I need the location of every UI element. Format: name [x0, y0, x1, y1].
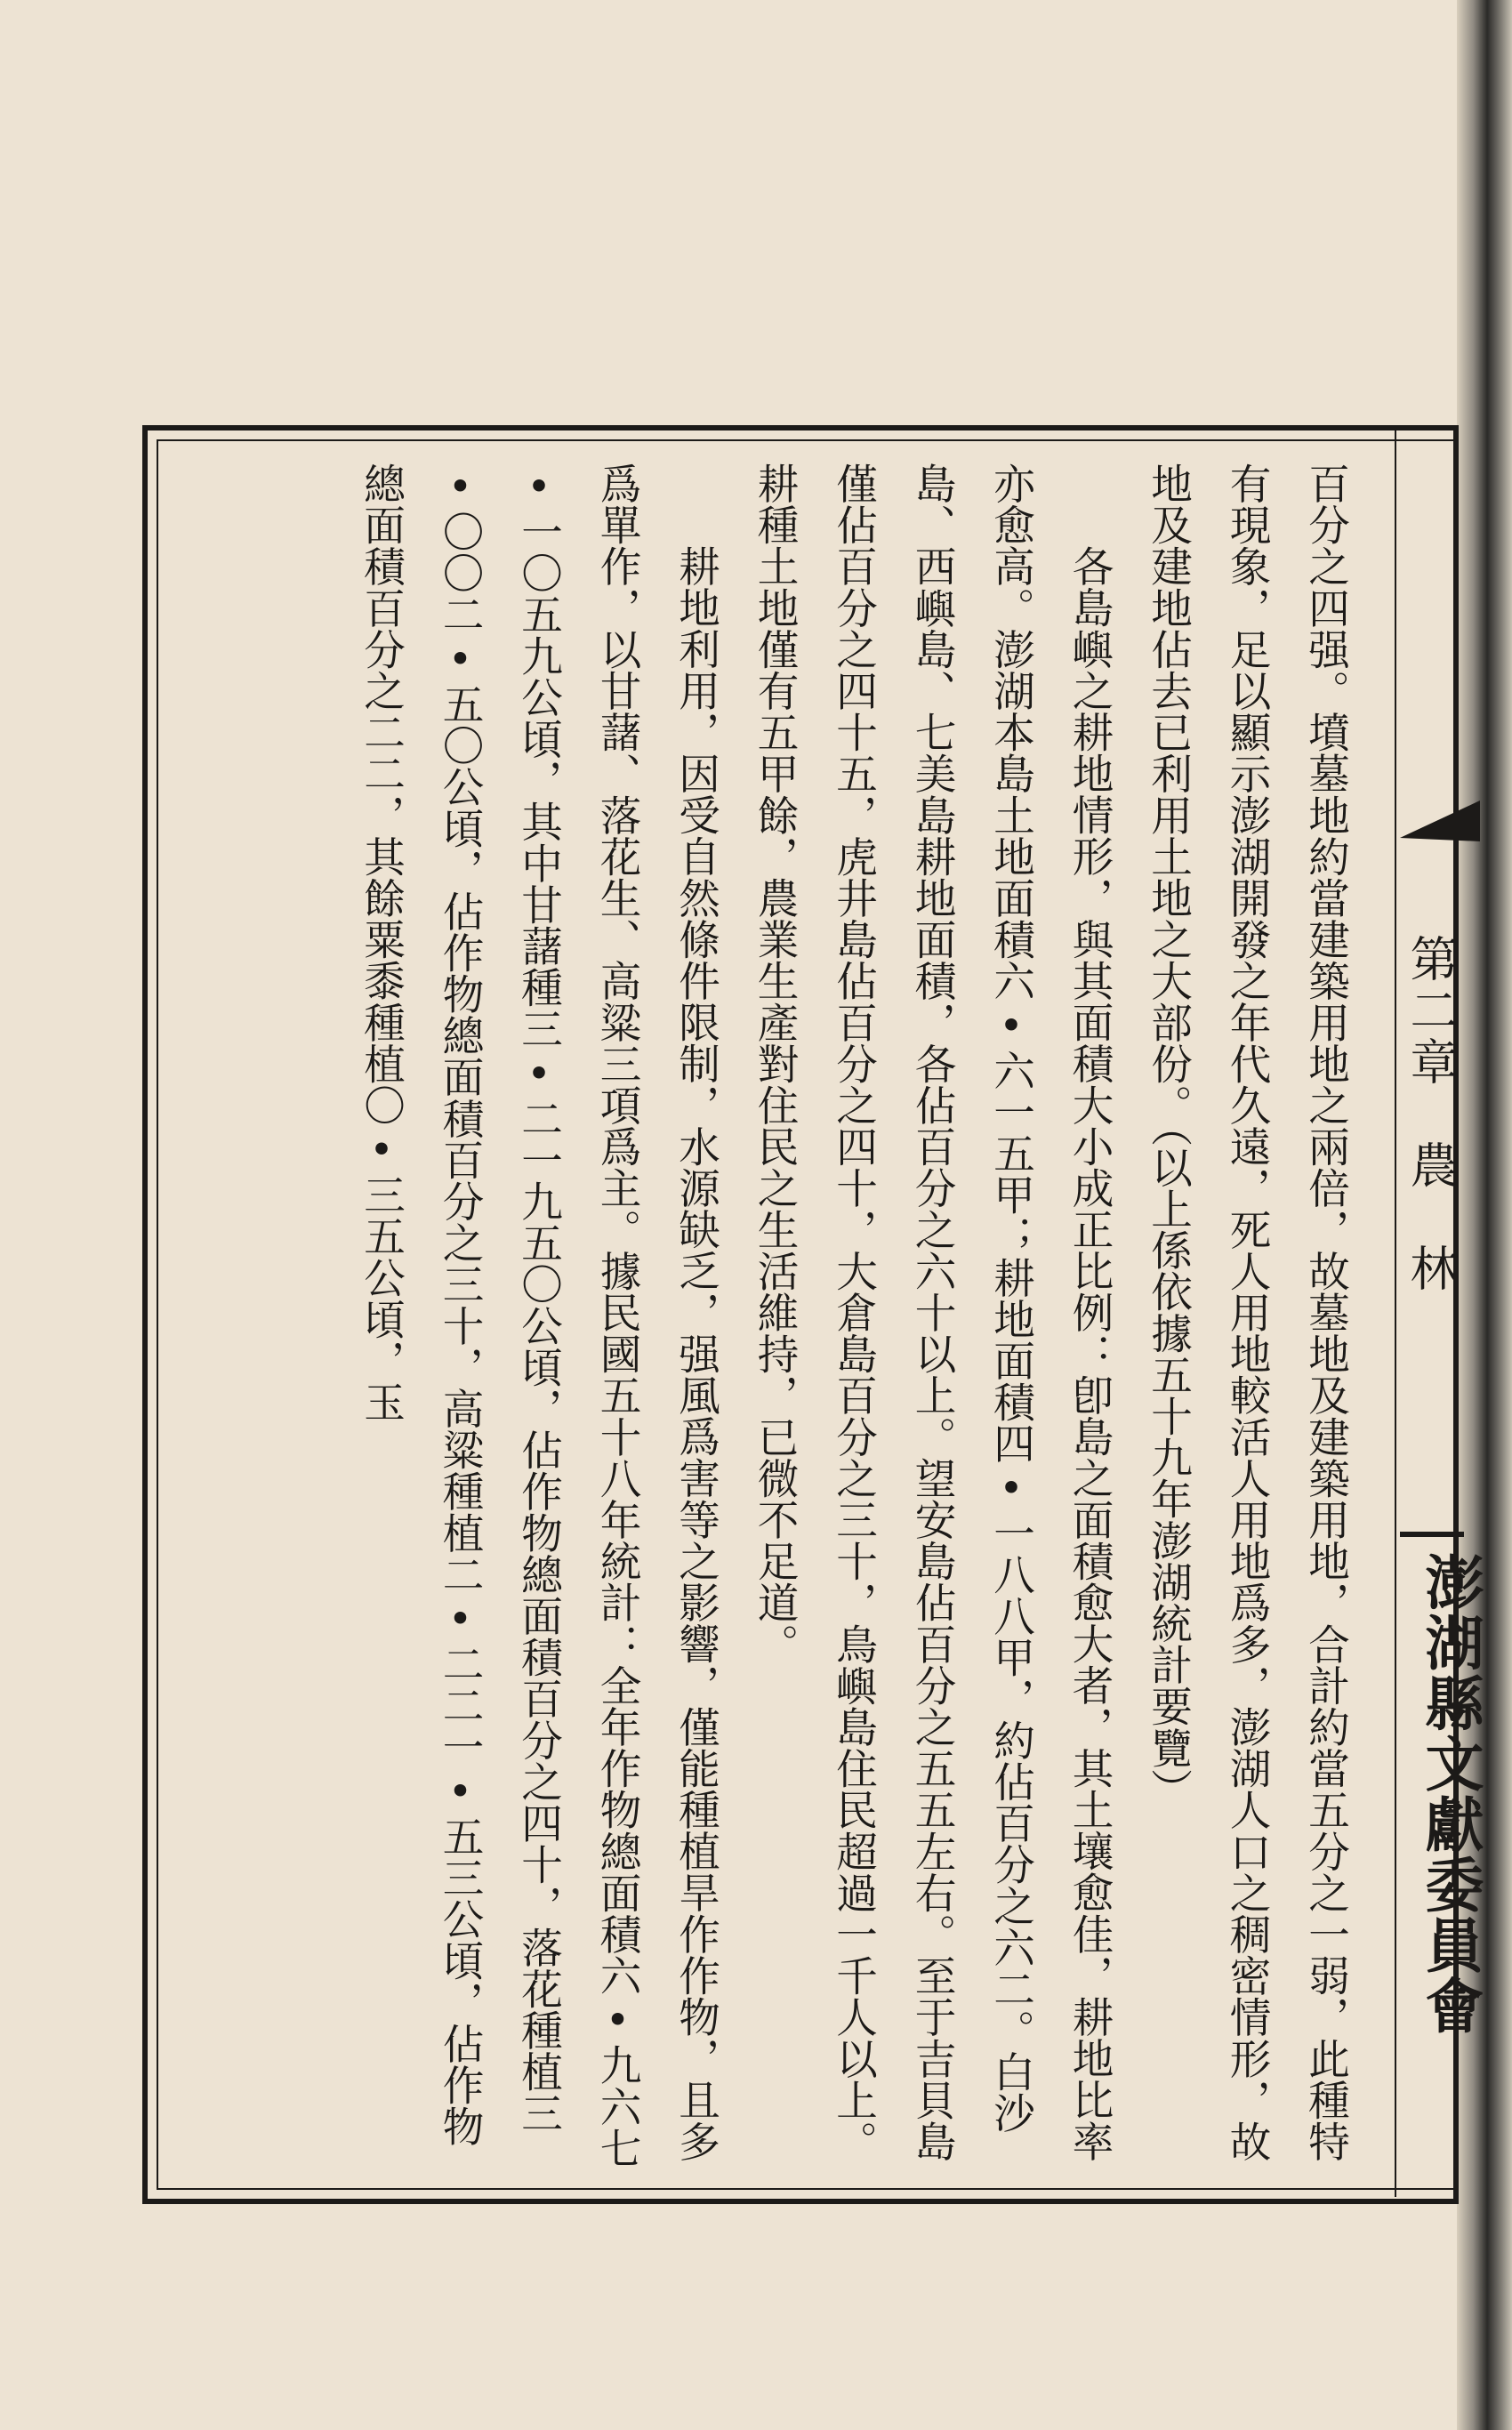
paragraph-2: 各島嶼之耕地情形，與其面積大小成正比例：卽島之面積愈大者，其土壤愈佳，耕地比率亦愈高。澎湖本島土地面積六•六一五甲；耕地面積四•一八八甲，約佔百分之六二。白沙島、西嶼島、七美島耕地面積，各佔百分之六十以上。望安島佔百分之五五左右。至于吉貝島僅佔百分之四十五，虎井島佔百分之四十，大倉島百分之三十，鳥嶼島住民超過一千人以上。耕種土地僅有五甲餘，農業生產對住民之生活維持，已微不足道。 [751, 463, 1114, 2162]
section-label-b: 林 [1403, 1243, 1459, 1295]
title-divider-rule [1400, 1532, 1464, 1537]
section-label-a: 農 [1403, 1140, 1459, 1192]
running-head-rule [1395, 429, 1396, 2197]
running-head [1398, 934, 1462, 1379]
chapter-label: 第二章 [1403, 934, 1459, 1089]
paragraph-3: 耕地利用，因受自然條件限制，水源缺乏，强風爲害等之影響，僅能種植旱作作物，且多爲單作，以甘藷、落花生、高粱三項爲主。據民國五十八年統計：全年作物總面積六•九六七•一〇五九公頃，其中甘藷種三•二一九五〇公頃，佔作物總面積百分之四十，落花種植三•〇〇二•五〇公頃，佔作物總面積百分之三十，高粱種植二•二二一•五三公頃，佔作物總面積百分之二二，其餘粟黍種植〇•三五公頃，玉 [358, 463, 720, 2168]
book-title: 澎湖縣文獻委員會 [1415, 1552, 1484, 2036]
body-text [182, 463, 1365, 2175]
running-head-ornament [1400, 801, 1480, 841]
paragraph-1: 百分之四强。墳墓地約當建築用地之兩倍，故墓地及建築用地，合計約當五分之一弱，此種特有現象，足以顯示澎湖開發之年代久遠，死人用地較活人用地爲多，澎湖人口之稠密情形，故地及建地佔去已利用土地之大部份。（以上係依據五十九年澎湖統計要覽） [1145, 463, 1350, 2162]
